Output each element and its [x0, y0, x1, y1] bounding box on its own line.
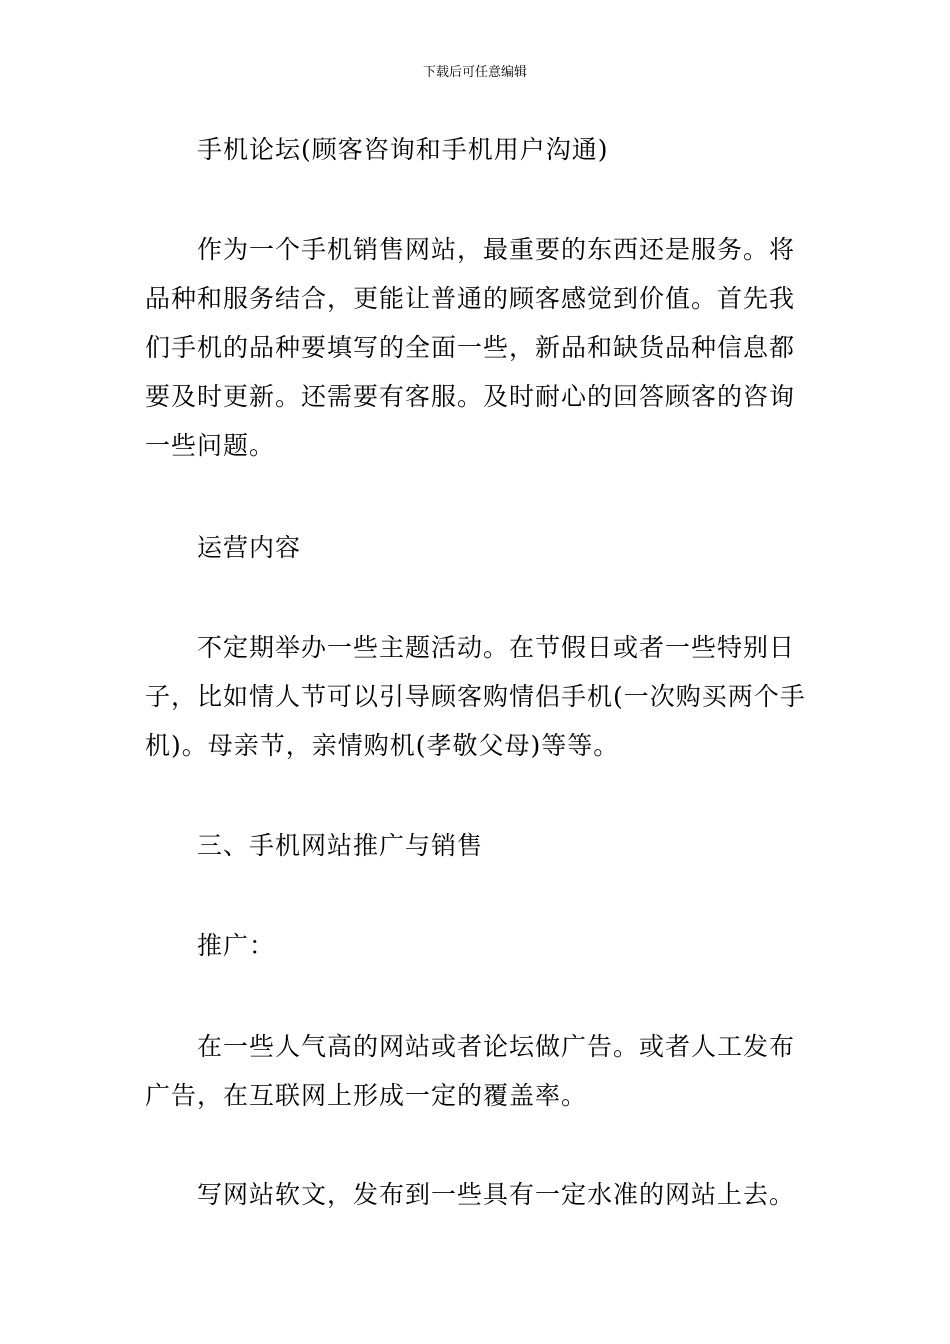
page-header-note: 下载后可任意编辑	[422, 65, 527, 80]
heading-promotion-and-sales: 三、手机网站推广与销售	[197, 831, 484, 860]
heading-promotion: 推广：	[197, 931, 276, 960]
paragraph-advertising: 在一些人气高的网站或者论坛做广告。或者人工发布广告，在互联网上形成一定的覆盖率。	[145, 1032, 796, 1110]
paragraph-themed-activities: 不定期举办一些主题活动。在节假日或者一些特别日子，比如情人节可以引导顾客购情侣手机(一次购买两个手机)。母亲节，亲情购机(孝敬父母)等等。	[145, 633, 806, 760]
heading-mobile-forum: 手机论坛(顾客咨询和手机用户沟通)	[197, 135, 609, 164]
paragraph-service: 作为一个手机销售网站，最重要的东西还是服务。将品种和服务结合，更能让普通的顾客感觉到价值。首先我们手机的品种要填写的全面一些，新品和缺货品种信息都要及时更新。还需要有客服。及时耐心的回答顾客的咨询一些问题。	[145, 235, 796, 460]
heading-operation-content: 运营内容	[197, 533, 302, 562]
paragraph-soft-articles: 写网站软文，发布到一些具有一定水准的网站上去。	[197, 1180, 796, 1209]
